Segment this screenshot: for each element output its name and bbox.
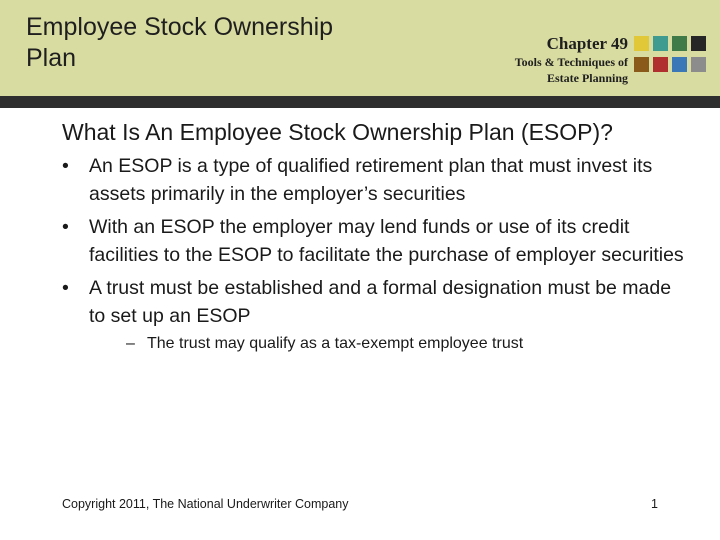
- decor-square: [691, 57, 706, 72]
- page-number: 1: [651, 497, 658, 511]
- chapter-number: Chapter 49: [546, 34, 628, 53]
- slide-title: [26, 12, 406, 74]
- bullet-item: [62, 213, 692, 269]
- sub-bullet-marker: –: [126, 335, 135, 352]
- decorative-squares: [634, 36, 710, 72]
- bullet-text: A trust must be established and a formal designation must be made to set up an ESOP: [89, 277, 672, 327]
- sub-bullet-item: [89, 333, 692, 355]
- bullet-text: With an ESOP the employer may lend funds or use of its credit facilities to the ESOP to facilitate the purchase of employer securities: [89, 216, 684, 266]
- bullet-marker: •: [62, 277, 69, 299]
- chapter-subtitle-line2: Estate Planning: [546, 71, 628, 85]
- decor-square: [653, 36, 668, 51]
- bullet-marker: •: [62, 216, 69, 238]
- slide-content: [62, 118, 692, 360]
- content-heading: What Is An Employee Stock Ownership Plan (ESOP)?: [62, 119, 613, 145]
- decor-square: [634, 57, 649, 72]
- decor-square: [653, 57, 668, 72]
- bullet-list: [62, 152, 692, 355]
- footer-copyright: Copyright 2011, The National Underwriter Company: [62, 497, 349, 511]
- slide-title-line1: Employee Stock Ownership: [26, 13, 334, 41]
- bullet-item: [62, 152, 692, 208]
- sub-bullet-text: The trust may qualify as a tax-exempt employee trust: [147, 335, 524, 352]
- decor-square: [634, 36, 649, 51]
- decor-square: [672, 57, 687, 72]
- header-rule: [0, 96, 720, 108]
- chapter-label: [388, 34, 628, 86]
- bullet-text: An ESOP is a type of qualified retirement plan that must invest its assets primarily in the employer’s securities: [89, 155, 653, 205]
- slide-title-line2: Plan: [26, 44, 77, 72]
- bullet-item: [62, 274, 692, 355]
- chapter-subtitle-line1: Tools & Techniques of: [514, 55, 628, 69]
- bullet-marker: •: [62, 155, 69, 177]
- decor-square: [691, 36, 706, 51]
- decor-square: [672, 36, 687, 51]
